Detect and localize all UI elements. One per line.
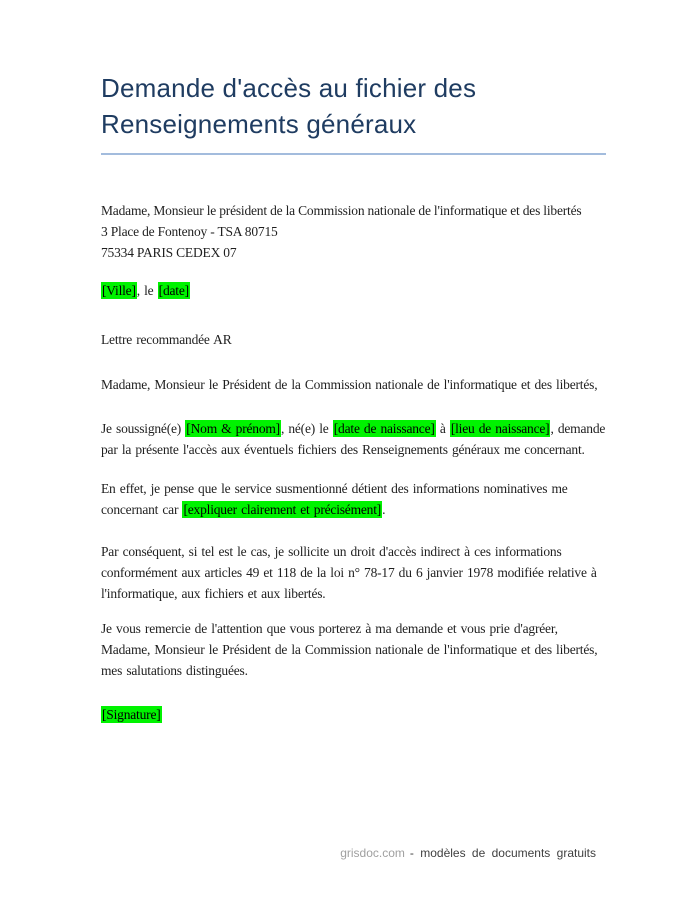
recipient-line: 75334 PARIS CEDEX 07 <box>101 245 237 260</box>
text-run: à <box>435 421 450 436</box>
registered-mail-line <box>101 329 606 350</box>
recipient-line: 3 Place de Fontenoy - TSA 80715 <box>101 224 278 239</box>
city-date-line <box>101 280 606 301</box>
text-run: Je soussigné(e) <box>101 421 186 436</box>
placeholder-highlight: [date] <box>158 283 189 298</box>
text-run: , le <box>136 283 158 298</box>
placeholder-highlight: [Ville] <box>102 283 136 298</box>
document-title: Demande d'accès au fichier des Renseignements généraux <box>101 70 606 155</box>
text-run: Lettre recommandée AR <box>101 332 232 347</box>
signature-placeholder-line <box>101 704 606 725</box>
text-run: Je vous remercie de l'attention que vous porterez à ma demande et vous prie d'agréer, Madame, Monsieur le Président de la Commission nationale de l'informatique et des libertés, mes salutations distinguées. <box>101 621 598 678</box>
closing-paragraph <box>101 618 606 681</box>
text-run: Par conséquent, si tel est le cas, je sollicite un droit d'accès indirect à ces informations conformément aux articles 49 et 118 de la loi n° 78-17 du 6 janvier 1978 modifiée relative à l'informatique, aux fichiers et aux libertés. <box>101 544 597 601</box>
footer-tagline: - modèles de documents gratuits <box>409 846 596 860</box>
footer-brand: grisdoc.com <box>340 846 405 860</box>
text-run: , demande par la présente l'accès aux éventuels fichiers des Renseignements généraux me concernant. <box>101 421 606 457</box>
legal-reference-paragraph <box>101 541 606 604</box>
intro-paragraph <box>101 418 606 460</box>
placeholder-highlight: [date de naissance] <box>333 421 435 436</box>
text-run: En effet, je pense que le service susmentionné détient des informations nominatives me concernant car <box>101 481 568 517</box>
placeholder-highlight: [Signature] <box>102 707 161 722</box>
placeholder-highlight: [Nom & prénom] <box>186 421 280 436</box>
placeholder-highlight: [lieu de naissance] <box>450 421 550 436</box>
recipient-line: Madame, Monsieur le président de la Commission nationale de l'informatique et des libertés <box>101 203 582 218</box>
text-run: , né(e) le <box>280 421 333 436</box>
reason-paragraph <box>101 478 606 520</box>
salutation-paragraph <box>101 374 606 395</box>
text-run: . <box>382 502 386 517</box>
recipient-address-block <box>101 200 606 263</box>
placeholder-highlight: [expliquer clairement et précisément] <box>183 502 382 517</box>
text-run: Madame, Monsieur le Président de la Commission nationale de l'informatique et des libertés, <box>101 377 598 392</box>
footer <box>340 845 596 861</box>
